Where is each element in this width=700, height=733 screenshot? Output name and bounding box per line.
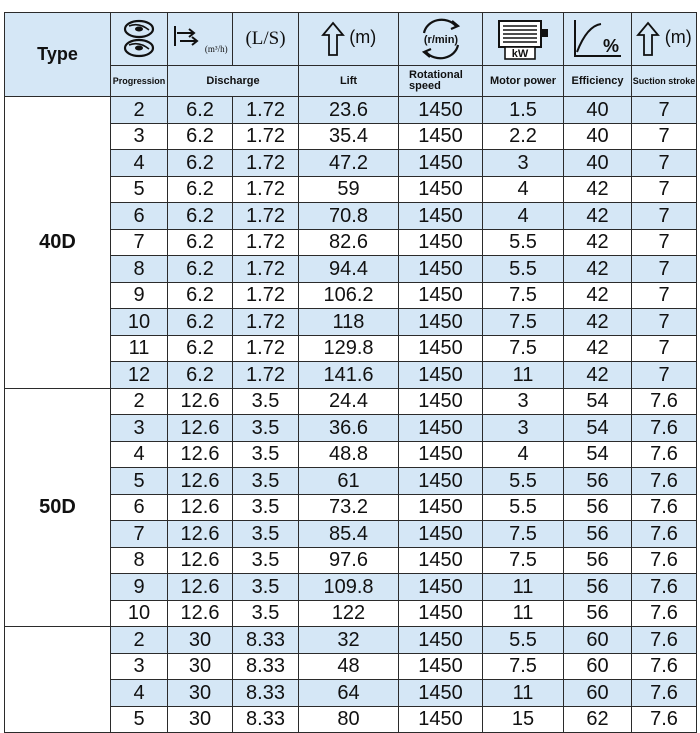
lift-cell: 59 xyxy=(299,176,399,203)
rotational-speed-cell: 1450 xyxy=(399,680,483,707)
progression-cell: 11 xyxy=(111,335,168,362)
discharge-m3h-cell: 6.2 xyxy=(168,309,233,336)
discharge-ls-cell: 3.5 xyxy=(233,494,299,521)
unit-lift: (m) xyxy=(349,27,377,48)
motor-power-cell: 7.5 xyxy=(483,521,564,548)
progression-cell: 3 xyxy=(111,123,168,150)
discharge-m3h-cell: 12.6 xyxy=(168,388,233,415)
motor-power-cell: 2.2 xyxy=(483,123,564,150)
rotational-speed-header: Rotational speed xyxy=(399,66,483,97)
progression-cell: 4 xyxy=(111,680,168,707)
rotational-speed-cell: 1450 xyxy=(399,706,483,733)
lift-cell: 82.6 xyxy=(299,229,399,256)
discharge-m3h-cell: 12.6 xyxy=(168,441,233,468)
lift-cell: 80 xyxy=(299,706,399,733)
rotational-speed-cell: 1450 xyxy=(399,335,483,362)
rotational-speed-cell: 1450 xyxy=(399,203,483,230)
pump-spec-table xyxy=(4,12,697,733)
suction-stroke-cell: 7.6 xyxy=(632,574,697,601)
efficiency-cell: 42 xyxy=(564,229,632,256)
table-body xyxy=(5,97,697,733)
rotational-speed-cell: 1450 xyxy=(399,547,483,574)
progression-cell: 9 xyxy=(111,282,168,309)
discharge-ls-cell: 3.5 xyxy=(233,600,299,627)
discharge-m3h-cell: 6.2 xyxy=(168,150,233,177)
discharge-ls-cell: 1.72 xyxy=(233,309,299,336)
discharge-ls-cell: 3.5 xyxy=(233,521,299,548)
unit-m3h: (m³/h) xyxy=(204,44,228,54)
motor-power-cell: 3 xyxy=(483,388,564,415)
efficiency-cell: 42 xyxy=(564,309,632,336)
rotational-speed-cell: 1450 xyxy=(399,309,483,336)
lift-icon-cell xyxy=(299,13,399,66)
suction-stroke-cell: 7.6 xyxy=(632,547,697,574)
rotational-speed-cell: 1450 xyxy=(399,176,483,203)
efficiency-cell: 40 xyxy=(564,123,632,150)
discharge-m3h-cell: 6.2 xyxy=(168,362,233,389)
suction-stroke-cell: 7.6 xyxy=(632,521,697,548)
motor-power-cell: 11 xyxy=(483,362,564,389)
efficiency-cell: 54 xyxy=(564,388,632,415)
unit-suction: (m) xyxy=(664,27,692,48)
motor-power-cell: 3 xyxy=(483,150,564,177)
lift-cell: 106.2 xyxy=(299,282,399,309)
suction-stroke-cell: 7 xyxy=(632,123,697,150)
discharge-ls-cell: 1.72 xyxy=(233,176,299,203)
discharge-m3h-cell: 12.6 xyxy=(168,521,233,548)
flow-arrows-icon xyxy=(172,24,200,54)
progression-cell: 6 xyxy=(111,494,168,521)
motor-power-cell: 3 xyxy=(483,415,564,442)
progression-cell: 2 xyxy=(111,627,168,654)
rotational-speed-cell: 1450 xyxy=(399,441,483,468)
discharge-ls-cell: 1.72 xyxy=(233,335,299,362)
motor-power-cell: 4 xyxy=(483,203,564,230)
lift-cell: 24.4 xyxy=(299,388,399,415)
progression-cell: 6 xyxy=(111,203,168,230)
progression-cell: 10 xyxy=(111,600,168,627)
motor-power-cell: 11 xyxy=(483,680,564,707)
discharge-m3h-cell: 12.6 xyxy=(168,574,233,601)
progression-cell: 4 xyxy=(111,441,168,468)
suction-stroke-cell: 7 xyxy=(632,335,697,362)
suction-stroke-cell: 7 xyxy=(632,203,697,230)
efficiency-cell: 56 xyxy=(564,521,632,548)
lift-cell: 35.4 xyxy=(299,123,399,150)
progression-cell: 4 xyxy=(111,150,168,177)
suction-stroke-cell: 7 xyxy=(632,362,697,389)
rotational-speed-cell: 1450 xyxy=(399,282,483,309)
motor-power-cell: 1.5 xyxy=(483,97,564,124)
discharge-m3h-cell: 30 xyxy=(168,680,233,707)
efficiency-cell: 42 xyxy=(564,203,632,230)
efficiency-cell: 56 xyxy=(564,547,632,574)
rotation-icon-cell xyxy=(399,13,483,66)
progression-cell: 2 xyxy=(111,388,168,415)
up-arrow-icon xyxy=(321,21,345,57)
rotational-speed-cell: 1450 xyxy=(399,600,483,627)
motor-power-cell: 5.5 xyxy=(483,229,564,256)
motor-power-cell: 11 xyxy=(483,574,564,601)
rotational-speed-cell: 1450 xyxy=(399,627,483,654)
rotational-speed-cell: 1450 xyxy=(399,653,483,680)
discharge-header: Discharge xyxy=(168,66,299,97)
suction-stroke-cell: 7.6 xyxy=(632,706,697,733)
discharge-ls-cell: 8.33 xyxy=(233,653,299,680)
discharge-m3h-cell: 6.2 xyxy=(168,203,233,230)
motor-power-cell: 7.5 xyxy=(483,309,564,336)
discharge-ls-cell: 1.72 xyxy=(233,229,299,256)
rotational-speed-cell: 1450 xyxy=(399,388,483,415)
rotational-speed-cell: 1450 xyxy=(399,123,483,150)
suction-stroke-cell: 7.6 xyxy=(632,680,697,707)
efficiency-cell: 40 xyxy=(564,97,632,124)
progression-cell: 7 xyxy=(111,229,168,256)
type-cell: 40D xyxy=(5,97,111,389)
discharge-ls-cell: 1.72 xyxy=(233,203,299,230)
lift-cell: 23.6 xyxy=(299,97,399,124)
discharge-ls-cell: 1.72 xyxy=(233,362,299,389)
lift-header: Lift xyxy=(299,66,399,97)
suction-icon-cell xyxy=(632,13,697,66)
suction-stroke-cell: 7 xyxy=(632,176,697,203)
efficiency-cell: 42 xyxy=(564,256,632,283)
impeller-stages-icon xyxy=(121,18,157,60)
rotational-speed-cell: 1450 xyxy=(399,521,483,548)
efficiency-cell: 42 xyxy=(564,282,632,309)
progression-cell: 8 xyxy=(111,256,168,283)
lift-cell: 109.8 xyxy=(299,574,399,601)
discharge-ls-cell: 1.72 xyxy=(233,256,299,283)
rotational-speed-cell: 1450 xyxy=(399,574,483,601)
efficiency-cell: 62 xyxy=(564,706,632,733)
progression-cell: 5 xyxy=(111,176,168,203)
efficiency-cell: 56 xyxy=(564,600,632,627)
rotational-speed-cell: 1450 xyxy=(399,97,483,124)
type-cell: 50D xyxy=(5,388,111,627)
discharge-ls-cell: 3.5 xyxy=(233,441,299,468)
discharge-m3h-cell: 6.2 xyxy=(168,176,233,203)
suction-stroke-cell: 7.6 xyxy=(632,441,697,468)
motor-power-cell: 7.5 xyxy=(483,653,564,680)
discharge-ls-cell: 8.33 xyxy=(233,706,299,733)
discharge-ls-cell: 3.5 xyxy=(233,388,299,415)
progression-cell: 5 xyxy=(111,468,168,495)
progression-cell: 12 xyxy=(111,362,168,389)
type-cell xyxy=(5,627,111,733)
progression-cell: 3 xyxy=(111,415,168,442)
unit-rpm: (r/min) xyxy=(423,34,458,46)
discharge-m3h-cell: 12.6 xyxy=(168,494,233,521)
suction-stroke-cell: 7 xyxy=(632,97,697,124)
efficiency-cell: 40 xyxy=(564,150,632,177)
motor-power-header: Motor power xyxy=(483,66,564,97)
discharge-m3h-cell: 30 xyxy=(168,627,233,654)
discharge-ls-cell: 1.72 xyxy=(233,150,299,177)
lift-cell: 48.8 xyxy=(299,441,399,468)
unit-kw: kW xyxy=(511,48,529,60)
lift-cell: 129.8 xyxy=(299,335,399,362)
discharge-m3h-cell: 6.2 xyxy=(168,256,233,283)
motor-power-cell: 7.5 xyxy=(483,547,564,574)
motor-power-cell: 5.5 xyxy=(483,494,564,521)
discharge-ls-cell: 8.33 xyxy=(233,627,299,654)
efficiency-icon-cell xyxy=(564,13,632,66)
motor-power-cell: 7.5 xyxy=(483,282,564,309)
rotational-speed-cell: 1450 xyxy=(399,229,483,256)
efficiency-header: Efficiency xyxy=(564,66,632,97)
discharge-m3h-cell: 12.6 xyxy=(168,600,233,627)
rotational-speed-cell: 1450 xyxy=(399,494,483,521)
unit-eff: % xyxy=(602,36,619,56)
unit-ls: (L/S) xyxy=(245,28,286,49)
motor-power-cell: 4 xyxy=(483,176,564,203)
motor-icon-cell xyxy=(483,13,564,66)
table-row xyxy=(5,97,697,124)
efficiency-cell: 60 xyxy=(564,627,632,654)
efficiency-cell: 42 xyxy=(564,335,632,362)
progression-cell: 9 xyxy=(111,574,168,601)
suction-stroke-header: Suction stroke xyxy=(632,66,697,97)
efficiency-cell: 56 xyxy=(564,574,632,601)
suction-stroke-cell: 7.6 xyxy=(632,415,697,442)
rotational-speed-cell: 1450 xyxy=(399,415,483,442)
discharge-m3h-cell: 6.2 xyxy=(168,97,233,124)
progression-cell: 2 xyxy=(111,97,168,124)
table-row xyxy=(5,627,697,654)
efficiency-cell: 60 xyxy=(564,653,632,680)
discharge-ls-cell: 3.5 xyxy=(233,415,299,442)
suction-stroke-cell: 7 xyxy=(632,229,697,256)
suction-stroke-cell: 7.6 xyxy=(632,388,697,415)
efficiency-cell: 54 xyxy=(564,441,632,468)
efficiency-curve-icon xyxy=(571,18,625,60)
lift-cell: 48 xyxy=(299,653,399,680)
progression-cell: 10 xyxy=(111,309,168,336)
lift-cell: 97.6 xyxy=(299,547,399,574)
efficiency-cell: 42 xyxy=(564,176,632,203)
efficiency-cell: 56 xyxy=(564,494,632,521)
progression-cell: 5 xyxy=(111,706,168,733)
motor-power-cell: 7.5 xyxy=(483,335,564,362)
lift-cell: 118 xyxy=(299,309,399,336)
table-row xyxy=(5,388,697,415)
suction-stroke-cell: 7 xyxy=(632,256,697,283)
suction-stroke-cell: 7 xyxy=(632,282,697,309)
progression-header: Progression xyxy=(111,66,168,97)
suction-stroke-cell: 7.6 xyxy=(632,653,697,680)
rotational-speed-cell: 1450 xyxy=(399,362,483,389)
efficiency-cell: 54 xyxy=(564,415,632,442)
ls-unit-cell xyxy=(233,13,299,66)
discharge-m3h-cell: 6.2 xyxy=(168,282,233,309)
lift-cell: 94.4 xyxy=(299,256,399,283)
discharge-m3h-cell: 30 xyxy=(168,653,233,680)
discharge-ls-cell: 3.5 xyxy=(233,468,299,495)
discharge-ls-cell: 1.72 xyxy=(233,123,299,150)
discharge-ls-cell: 1.72 xyxy=(233,97,299,124)
discharge-ls-cell: 3.5 xyxy=(233,574,299,601)
rotational-speed-cell: 1450 xyxy=(399,150,483,177)
discharge-m3h-cell: 6.2 xyxy=(168,229,233,256)
rotation-icon xyxy=(414,17,468,61)
discharge-m3h-cell: 6.2 xyxy=(168,123,233,150)
discharge-ls-cell: 1.72 xyxy=(233,282,299,309)
efficiency-cell: 56 xyxy=(564,468,632,495)
table-header xyxy=(5,13,697,97)
progression-cell: 8 xyxy=(111,547,168,574)
lift-cell: 36.6 xyxy=(299,415,399,442)
discharge-m3h-cell: 30 xyxy=(168,706,233,733)
discharge-m3h-cell: 6.2 xyxy=(168,335,233,362)
progression-icon-cell xyxy=(111,13,168,66)
lift-cell: 141.6 xyxy=(299,362,399,389)
lift-cell: 122 xyxy=(299,600,399,627)
suction-stroke-cell: 7.6 xyxy=(632,627,697,654)
motor-power-cell: 15 xyxy=(483,706,564,733)
motor-power-cell: 5.5 xyxy=(483,627,564,654)
discharge-ls-cell: 3.5 xyxy=(233,547,299,574)
discharge-m3h-cell: 12.6 xyxy=(168,415,233,442)
discharge-icon-cell xyxy=(168,13,233,66)
discharge-m3h-cell: 12.6 xyxy=(168,468,233,495)
lift-cell: 70.8 xyxy=(299,203,399,230)
efficiency-cell: 60 xyxy=(564,680,632,707)
up-arrow-icon xyxy=(636,21,660,57)
lift-cell: 32 xyxy=(299,627,399,654)
progression-cell: 3 xyxy=(111,653,168,680)
lift-cell: 61 xyxy=(299,468,399,495)
suction-stroke-cell: 7 xyxy=(632,150,697,177)
motor-power-cell: 4 xyxy=(483,441,564,468)
motor-power-cell: 11 xyxy=(483,600,564,627)
progression-cell: 7 xyxy=(111,521,168,548)
efficiency-cell: 42 xyxy=(564,362,632,389)
motor-power-cell: 5.5 xyxy=(483,256,564,283)
suction-stroke-cell: 7.6 xyxy=(632,468,697,495)
suction-stroke-cell: 7 xyxy=(632,309,697,336)
type-header: Type xyxy=(5,13,111,97)
motor-icon xyxy=(495,17,551,61)
lift-cell: 47.2 xyxy=(299,150,399,177)
suction-stroke-cell: 7.6 xyxy=(632,494,697,521)
lift-cell: 85.4 xyxy=(299,521,399,548)
discharge-ls-cell: 8.33 xyxy=(233,680,299,707)
lift-cell: 64 xyxy=(299,680,399,707)
rotational-speed-cell: 1450 xyxy=(399,468,483,495)
suction-stroke-cell: 7.6 xyxy=(632,600,697,627)
rotational-speed-cell: 1450 xyxy=(399,256,483,283)
lift-cell: 73.2 xyxy=(299,494,399,521)
discharge-m3h-cell: 12.6 xyxy=(168,547,233,574)
motor-power-cell: 5.5 xyxy=(483,468,564,495)
